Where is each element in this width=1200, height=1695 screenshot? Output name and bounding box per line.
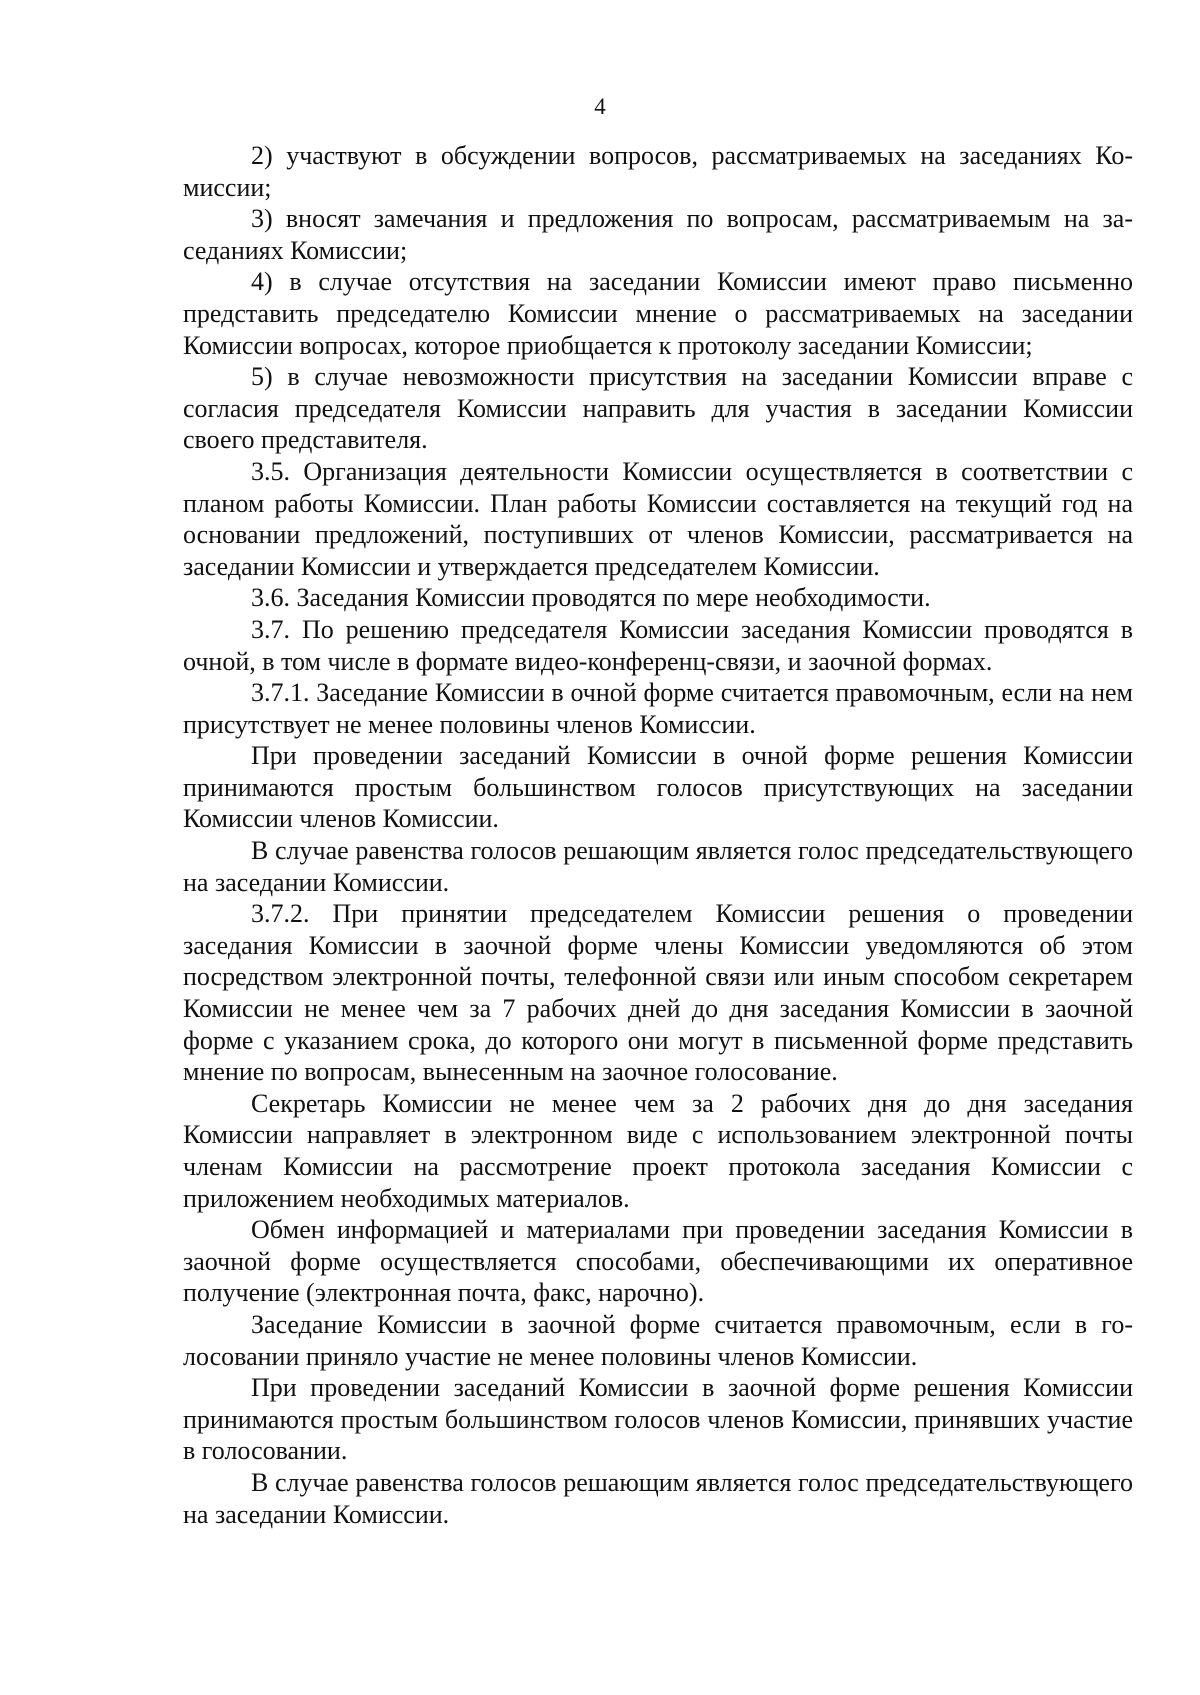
paragraph-3-6: 3.6. Заседания Комиссии проводятся по мере необходимости. (251, 583, 931, 613)
paragraph-3-7: 3.7. По решению председателя Комиссии заседания Комиссии проводятся в очной, в том числе в формате видео-конференц-связи, и заочной формах. (183, 614, 1133, 676)
paragraph-3-7-1: 3.7.1. Заседание Комиссии в очной форме считается правомочным, если на нем присутствует не менее половины членов Комиссии. (183, 678, 1133, 739)
paragraph-absentee-quorum: Заседание Комиссии в заочной форме считается правомочным, если в голосовании приняло участие не менее половины членов Комиссии. (183, 1309, 1133, 1371)
paragraph-item-3: 3) вносят замечания и предложения по вопросам, рассматриваемым на заседаниях Комиссии; (183, 204, 1133, 265)
paragraph-in-person-decisions: При проведении заседаний Комиссии в очной форме решения Комиссии принимаются простым большинством голосов присутствующих на заседании Комиссии членов Комиссии. (183, 741, 1133, 834)
paragraph-3-7-2: 3.7.2. При принятии председателем Комиссии решения о проведении заседания Комиссии в заочной форме члены Комиссии уведомляются об этом посредством электронной почты, телефонной связи или иным способом секретарем Комиссии не менее чем за 7 рабочих дней до дня заседания Комиссии в заочной форме с указанием срока, до которого они могут в письменной форме представить мнение по вопросам, вынесенным на заочное голосование. (183, 899, 1133, 1087)
document-body (183, 140, 1133, 1530)
paragraph-in-person-tie: В случае равенства голосов решающим является голос председательствующего на заседании Комиссии. (183, 836, 1133, 897)
paragraph-item-2: 2) участвуют в обсуждении вопросов, рассматриваемых на заседаниях Комиссии; (183, 141, 1133, 202)
paragraph-absentee-decisions: При проведении заседаний Комиссии в заочной форме решения Комиссии принимаются простым большинством голосов членов Комиссии, принявших участие в голосовании. (183, 1373, 1133, 1466)
paragraph-item-5: 5) в случае невозможности присутствия на заседании Комиссии вправе с согласия председателя Комиссии направить для участия в заседании Комиссии своего представителя. (183, 362, 1133, 455)
paragraph-absentee-tie: В случае равенства голосов решающим является голос председательствующего на заседании Комиссии. (183, 1467, 1133, 1529)
paragraph-3-5: 3.5. Организация деятельности Комиссии осуществляется в соответствии с планом работы Комиссии. План работы Комиссии составляется на текущий год на основании предложений, поступивших от членов Комиссии, рассматривается на заседании Комиссии и утверждается председателем Комиссии. (183, 456, 1133, 581)
paragraph-secretary: Секретарь Комиссии не менее чем за 2 рабочих дня до дня заседания Комиссии направляет в электронном виде с использованием электронной почты членам Комиссии на рассмотрение проект протокола заседания Комиссии с приложением необходимых материалов. (183, 1088, 1133, 1213)
page-number: 4 (594, 94, 606, 119)
paragraph-item-4: 4) в случае отсутствия на заседании Комиссии имеют право письменно представить председателю Комиссии мнение о рассматриваемых на заседании Комиссии вопросах, которое приобщается к протоколу заседании Комиссии; (183, 267, 1133, 360)
paragraph-exchange: Обмен информацией и материалами при проведении заседания Комиссии в заочной форме осуществляется способами, обеспечивающими их оперативное получение (электронная почта, факс, нарочно). (183, 1215, 1133, 1308)
